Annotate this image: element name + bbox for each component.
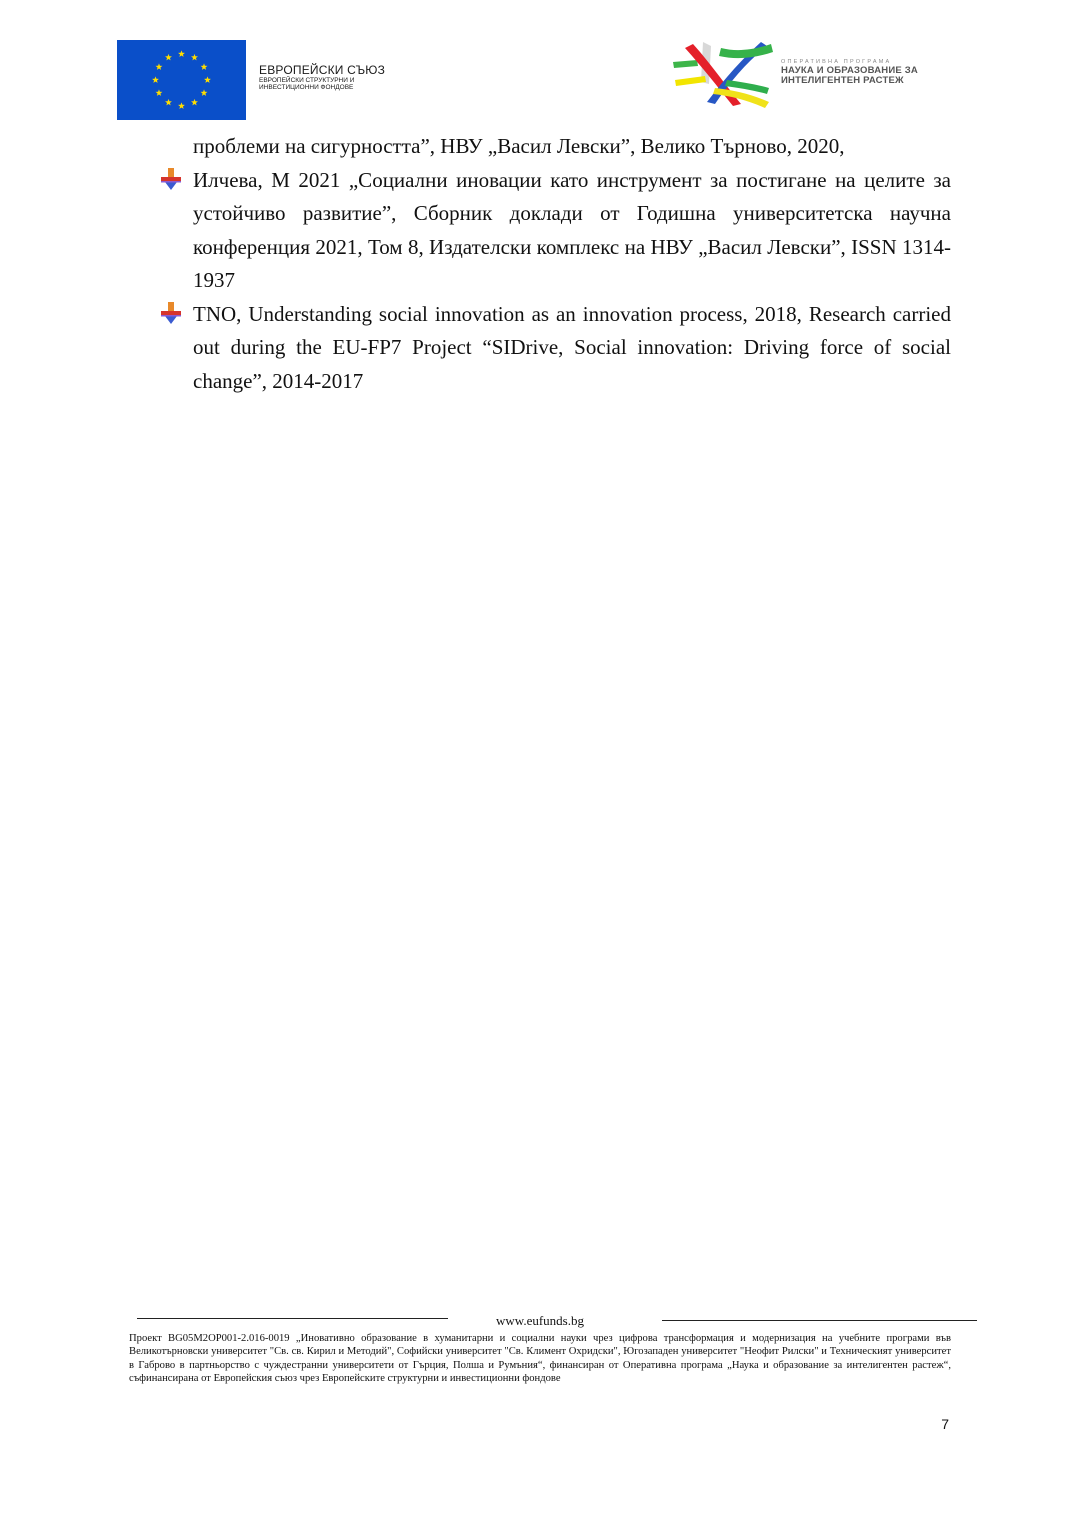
down-arrow-bullet-icon: [160, 301, 182, 325]
down-arrow-bullet-icon: [160, 167, 182, 191]
programme-cross-icon: [671, 40, 773, 108]
eu-subtitle-line1: ЕВРОПЕЙСКИ СТРУКТУРНИ И: [259, 77, 355, 84]
reference-text: Илчева, М 2021 „Социални иновации като инструмент за постигане на целите за устойчиво развитие”, Сборник доклади от Годишна университетска научна конференция 2021, Том 8, Издателски комплекс на НВУ „Васил Левски”, ISSN 1314-1937: [193, 167, 951, 292]
eu-star-icon: [204, 76, 211, 83]
operational-programme-logo: [671, 40, 918, 108]
op-title-line1: НАУКА И ОБРАЗОВАНИЕ ЗА: [781, 65, 918, 76]
eu-star-icon: [178, 50, 185, 57]
eu-star-icon: [165, 99, 172, 106]
eu-subtitle-line2: ИНВЕСТИЦИОННИ ФОНДОВЕ: [259, 84, 354, 91]
footer-url: www.eufunds.bg: [496, 1313, 584, 1328]
eu-star-icon: [156, 63, 163, 70]
reference-continuation: проблеми на сигурността”, НВУ „Васил Левски”, Велико Търново, 2020,: [193, 134, 845, 158]
eu-logo: [117, 40, 385, 120]
eu-star-icon: [201, 89, 208, 96]
footer-project-text: Проект BG05M2OP001-2.016-0019 „Иновативно образование в хуманитарни и социални науки чрез цифрова трансформация и модернизация на учебните програми във Великотърновски университет "Св. св. Кирил и Методий", Софийски университет "Св. Климент Охридски", Югозападен университет "Неофит Рилски" и Техническият университет в Габрово в партньорство с чуждестранни университети от Гърция, Полша и Румъния“, финансиран от Оперативна програма „Наука и образование за интелигентен растеж“, съфинансирана от Европейския съюз чрез Европейските структурни и инвестиционни фондове: [129, 1333, 951, 1384]
reference-entry: [160, 164, 951, 298]
eu-star-icon: [191, 99, 198, 106]
eu-star-icon: [156, 89, 163, 96]
references-list: [160, 130, 951, 398]
eu-star-icon: [191, 54, 198, 61]
eu-title: ЕВРОПЕЙСКИ СЪЮЗ: [259, 63, 386, 77]
eu-star-icon: [165, 54, 172, 61]
eu-star-icon: [152, 76, 159, 83]
eu-flag-icon: [117, 40, 246, 120]
page-number: 7: [941, 1416, 949, 1432]
eu-logo-text: [259, 64, 385, 91]
op-logo-text: [781, 59, 918, 86]
reference-entry: [160, 298, 951, 399]
op-tagline: ОПЕРАТИВНА ПРОГРАМА: [781, 59, 892, 65]
op-title-line2: ИНТЕЛИГЕНТЕН РАСТЕЖ: [781, 75, 904, 86]
reference-text: TNO, Understanding social innovation as an innovation process, 2018, Research carried out during the EU-FP7 Project “SIDrive, Social innovation: Driving force of social change”, 2014-2017: [193, 301, 951, 393]
eu-star-icon: [178, 102, 185, 109]
eu-star-icon: [201, 63, 208, 70]
